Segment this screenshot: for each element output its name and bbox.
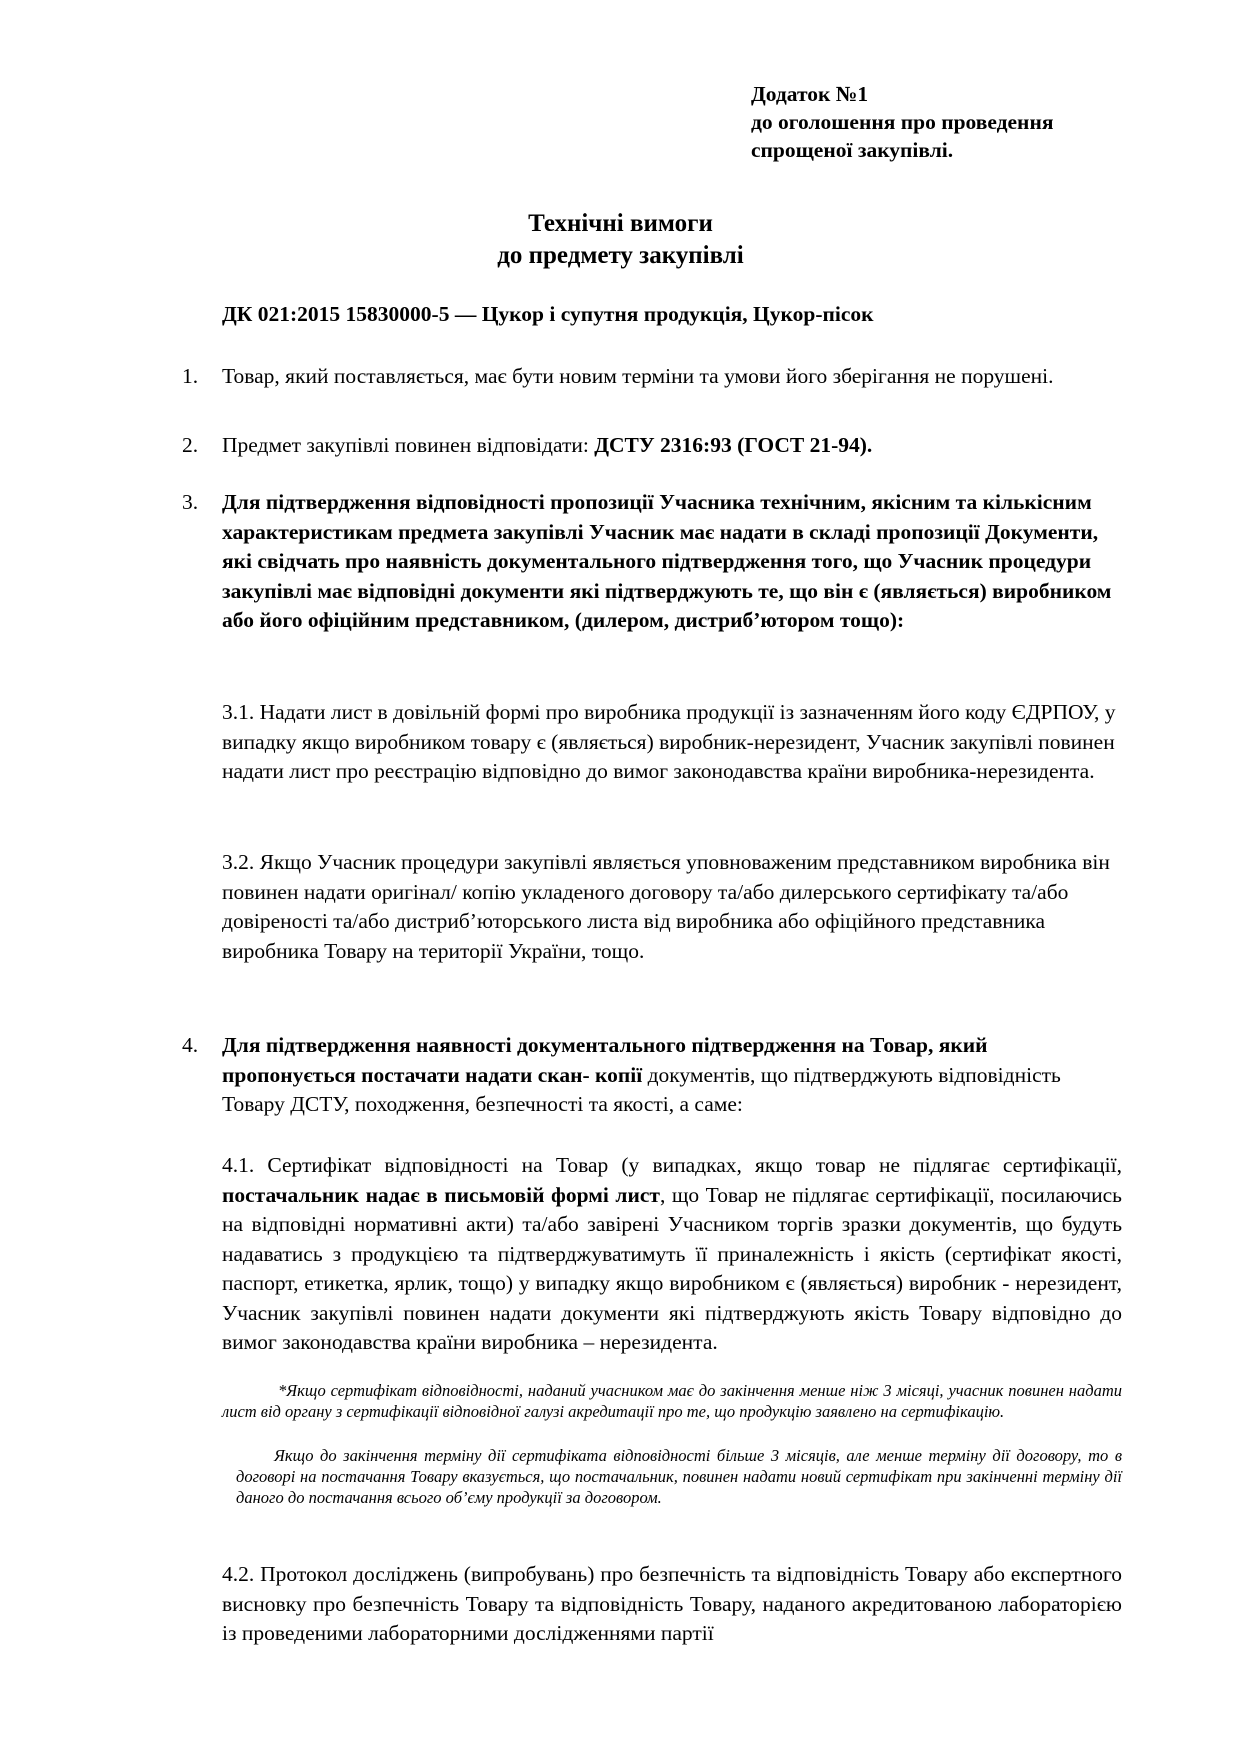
list-item-1 [182, 362, 1122, 392]
subitem-4-1-part1: 4.1. Сертифікат відповідності на Товар (у випадках, якщо товар не підлягає сертифікації, [222, 1153, 1122, 1177]
list-item-bold: Для підтвердження наявності документального підтвердження на Товар, який пропонується постачати надати скан- копії [222, 1033, 988, 1087]
list-item-plain: Предмет закупівлі повинен відповідати: [222, 433, 595, 457]
list-item-2 [182, 431, 1122, 461]
subitem-3-2: 3.2. Якщо Учасник процедури закупівлі являється уповноваженим представником виробника він повинен надати оригінал/ копію укладеного договору та/або дилерського сертифікату та/або довіреності та/або дистриб’юторського листа від виробника або офіційного представника виробника Товару на території України, тощо. [222, 850, 1110, 963]
subitem-3-1: 3.1. Надати лист в довільній формі про виробника продукції із зазначенням його коду ЄДРПОУ, у випадку якщо виробником товару є (являється) виробник-нерезидент, Учасник закупівлі повинен надати лист про реєстрацію відповідно до вимог законодавства країни виробника-нерезидента. [222, 700, 1116, 783]
subitem-4-2: 4.2. Протокол досліджень (випробувань) про безпечність та відповідність Товару або експертного висновку про безпечність Товару та відповідність Товару, наданого акредитованою лабораторією із проведеними лабораторними дослідженнями партії [222, 1562, 1122, 1645]
subitem-4-1-bold: постачальник надає в письмовій формі лист [222, 1182, 660, 1207]
list-item-text: Для підтвердження відповідності пропозиції Учасника технічним, якісним та кількісним характеристикам предмета закупівлі Учасник має надати в складі пропозиції Документи, які свідчать про наявність документального підтвердження того, що Учасник процедури закупівлі має відповідні документи які підтверджують те, що він є (являється) виробником або його офіційним представником, (дилером, дистриб’ютором тощо): [222, 490, 1112, 632]
list-item-number: 3. [182, 490, 199, 514]
list-item-text [222, 1031, 1122, 1120]
subitem-4-1 [222, 1151, 1122, 1358]
footnote-1: *Якщо сертифікат відповідності, наданий учасником має до закінчення менше ніж 3 місяці, учасник повинен надати лист від органу з сертифікації відповідної галузі акредитації про те, що продукцію заявлено на сертифікацію. [222, 1381, 1122, 1421]
procurement-code: ДК 021:2015 15830000-5 — Цукор і супутня продукція, Цукор-пісок [222, 302, 874, 326]
list-item-text [222, 431, 1122, 461]
list-item-number: 1. [182, 364, 199, 388]
document-title [0, 208, 1241, 272]
list-item-3 [182, 488, 1122, 636]
annex-line-2: до оголошення про проведення [751, 110, 1054, 134]
list-item-4 [182, 1031, 1122, 1120]
list-item-number: 4. [182, 1033, 199, 1057]
subitem-4-1-part2: , що Товар не підлягає сертифікації, посилаючись на відповідні нормативні акти) та/або завірені Учасником торгів зразки документів, що будуть надаватись з продукцією та підтверджуватимуть її приналежність і якість (сертифікат якості, паспорт, етикетка, ярлик, тощо) у випадку якщо виробником є (являється) виробник - нерезидент, Учасник закупівлі повинен надати документи які підтверджують якість Товару відповідно до вимог законодавства країни виробника – нерезидента. [222, 1182, 1122, 1354]
annex-header [751, 80, 1053, 164]
list-item-text: Товар, який поставляється, має бути новим терміни та умови його зберігання не порушені. [222, 364, 1054, 388]
annex-line-1: Додаток №1 [751, 82, 869, 106]
title-line-2: до предмету закупівлі [497, 242, 744, 269]
annex-line-3: спрощеної закупівлі. [751, 138, 954, 162]
list-item-plain: документів, що підтверджують відповідність Товару ДСТУ, походження, безпечності та якості, а саме: [222, 1062, 1061, 1116]
title-line-1: Технічні вимоги [528, 210, 713, 237]
list-item-number: 2. [182, 433, 199, 457]
footnote-2: Якщо до закінчення терміну дії сертифіката відповідності більше 3 місяців, але менше терміну дії договору, то в договорі на постачання Товару вказується, що постачальник, повинен надати новий сертифікат при закінченні терміну дії даного до постачання всього об’єму продукції за договором. [236, 1446, 1122, 1507]
standard-reference: ДСТУ 2316:93 (ГОСТ 21-94). [594, 433, 873, 457]
